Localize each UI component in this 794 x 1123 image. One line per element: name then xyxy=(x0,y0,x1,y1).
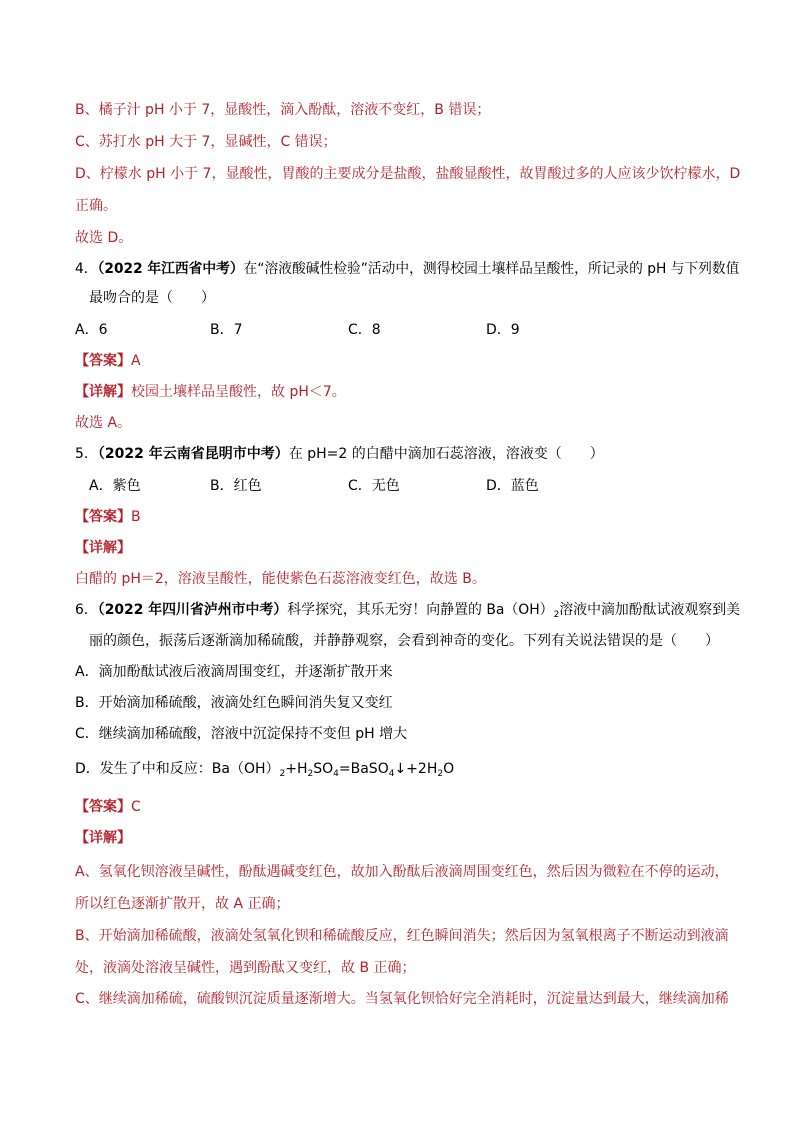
q6-stem-subscript: 2 xyxy=(553,610,560,620)
q6-detail-c: C、继续滴加稀硫，硫酸钡沉淀质量逐渐增大。当氢氧化钡恰好完全消耗时，沉淀量达到最大，继续滴加稀 xyxy=(75,991,729,1007)
q6-option-d-sub-5: 2 xyxy=(437,769,444,779)
q4-option-a: A．6 xyxy=(75,322,108,338)
q6-stem-text-b: 溶液中滴加酚酞试液观察到美 xyxy=(559,602,740,618)
q5-source: （2022 年云南省昆明市中考） xyxy=(97,446,289,462)
q4-answer-tag: 【答案】 xyxy=(75,353,131,369)
q4-number: 4． xyxy=(75,261,98,277)
q4-detail-tag: 【详解】 xyxy=(75,384,131,400)
q5-option-a: A．紫色 xyxy=(89,478,141,494)
q4-detail xyxy=(75,382,346,402)
q5-option-d: D．蓝色 xyxy=(486,478,539,494)
q6-detail-a-cont: 所以红色逐渐扩散开，故 A 正确； xyxy=(75,896,290,912)
q6-option-d-part-2: SO xyxy=(313,761,334,777)
q4-option-c: C．8 xyxy=(348,322,381,338)
q3-option-d-explanation-cont: 正确。 xyxy=(75,198,117,214)
q6-option-d-sub-3: 4 xyxy=(333,769,339,779)
q6-detail-a: A、氢氧化钡溶液呈碱性，酚酞遇碱变红色，故加入酚酞后液滴周围变红色，然后因为微粒在不停的运动， xyxy=(75,864,729,880)
q3-option-c-explanation: C、苏打水 pH 大于 7，显碱性，C 错误； xyxy=(75,134,337,150)
q5-detail-heading xyxy=(75,538,131,558)
q5-detail-tag: 【详解】 xyxy=(75,540,131,556)
q4-stem-cont: 最吻合的是（ ） xyxy=(89,290,215,306)
q6-option-d-part-1: +H xyxy=(285,761,308,777)
q6-stem xyxy=(75,600,740,620)
q3-option-b-explanation: B、橘子汁 pH 小于 7，显酸性，滴入酚酞，溶液不变红，B 错误； xyxy=(75,102,491,118)
q4-detail-text: 校园土壤样品呈酸性，故 pH＜7。 xyxy=(131,384,346,400)
q5-stem xyxy=(75,444,604,464)
q6-detail-heading xyxy=(75,828,131,848)
q6-option-d-sub-4: 4 xyxy=(388,769,395,779)
q3-conclusion: 故选 D。 xyxy=(75,230,133,246)
q5-number: 5． xyxy=(75,446,98,462)
q5-detail-text: 白醋的 pH＝2，溶液呈酸性，能使紫色石蕊溶液变红色，故选 B。 xyxy=(75,571,486,587)
q6-option-d-sub-2: 2 xyxy=(307,769,314,779)
q6-source: （2022 年四川省泸州市中考） xyxy=(97,602,288,618)
q5-answer-tag: 【答案】 xyxy=(75,509,131,525)
q5-option-c: C．无色 xyxy=(348,478,400,494)
q6-option-d xyxy=(75,759,454,779)
q5-option-b: B．红色 xyxy=(210,478,262,494)
q5-stem-text: 在 pH=2 的白醋中滴加石蕊溶液，溶液变（ ） xyxy=(288,446,604,462)
q6-answer xyxy=(75,797,141,817)
q6-stem-text-a: 科学探究，其乐无穷！向静置的 Ba（OH） xyxy=(287,602,554,618)
q6-option-a: A．滴加酚酞试液后液滴周围变红，并逐渐扩散开来 xyxy=(75,664,393,680)
q3-option-d-explanation: D、柠檬水 pH 小于 7，显酸性，胃酸的主要成分是盐酸，盐酸显酸性，故胃酸过多的人应该少饮柠檬水，D xyxy=(75,166,741,182)
q6-option-d-part-3: =BaSO xyxy=(338,761,389,777)
q4-option-b: B．7 xyxy=(210,322,243,338)
q6-option-d-part-5: O xyxy=(443,761,455,777)
q4-answer-value: A xyxy=(131,353,141,369)
q4-answer xyxy=(75,351,141,371)
q5-answer xyxy=(75,507,141,527)
q6-answer-tag: 【答案】 xyxy=(75,799,131,815)
q6-option-d-part-4: ↓+2H xyxy=(394,761,438,777)
q4-stem xyxy=(75,259,739,279)
q5-answer-value: B xyxy=(131,509,141,525)
q6-option-d-sub-1: 2 xyxy=(279,769,286,779)
q6-option-c: C．继续滴加稀硫酸，溶液中沉淀保持不变但 pH 增大 xyxy=(75,726,408,742)
q6-stem-cont: 丽的颜色，振荡后逐渐滴加稀硫酸，并静静观察，会看到神奇的变化。下列有关说法错误的是（ ） xyxy=(89,633,719,649)
q6-detail-b-cont: 处，液滴处溶液呈碱性，遇到酚酞又变红，故 B 正确； xyxy=(75,960,416,976)
q4-option-d: D．9 xyxy=(486,322,520,338)
q4-stem-text: 在“溶液酸碱性检验”活动中，测得校园土壤样品呈酸性，所记录的 pH 与下列数值 xyxy=(243,261,740,277)
q6-option-b: B．开始滴加稀硫酸，液滴处红色瞬间消失复又变红 xyxy=(75,695,393,711)
q6-detail-b: B、开始滴加稀硫酸，液滴处氢氧化钡和稀硫酸反应，红色瞬间消失；然后因为氢氧根离子不断运动到液滴 xyxy=(75,928,729,944)
q6-detail-tag: 【详解】 xyxy=(75,830,131,846)
q6-option-d-text: D．发生了中和反应：Ba（OH） xyxy=(75,761,280,777)
q6-answer-value: C xyxy=(131,799,141,815)
q4-conclusion: 故选 A。 xyxy=(75,415,132,431)
q4-source: （2022 年江西省中考） xyxy=(97,261,244,277)
q6-number: 6． xyxy=(75,602,98,618)
